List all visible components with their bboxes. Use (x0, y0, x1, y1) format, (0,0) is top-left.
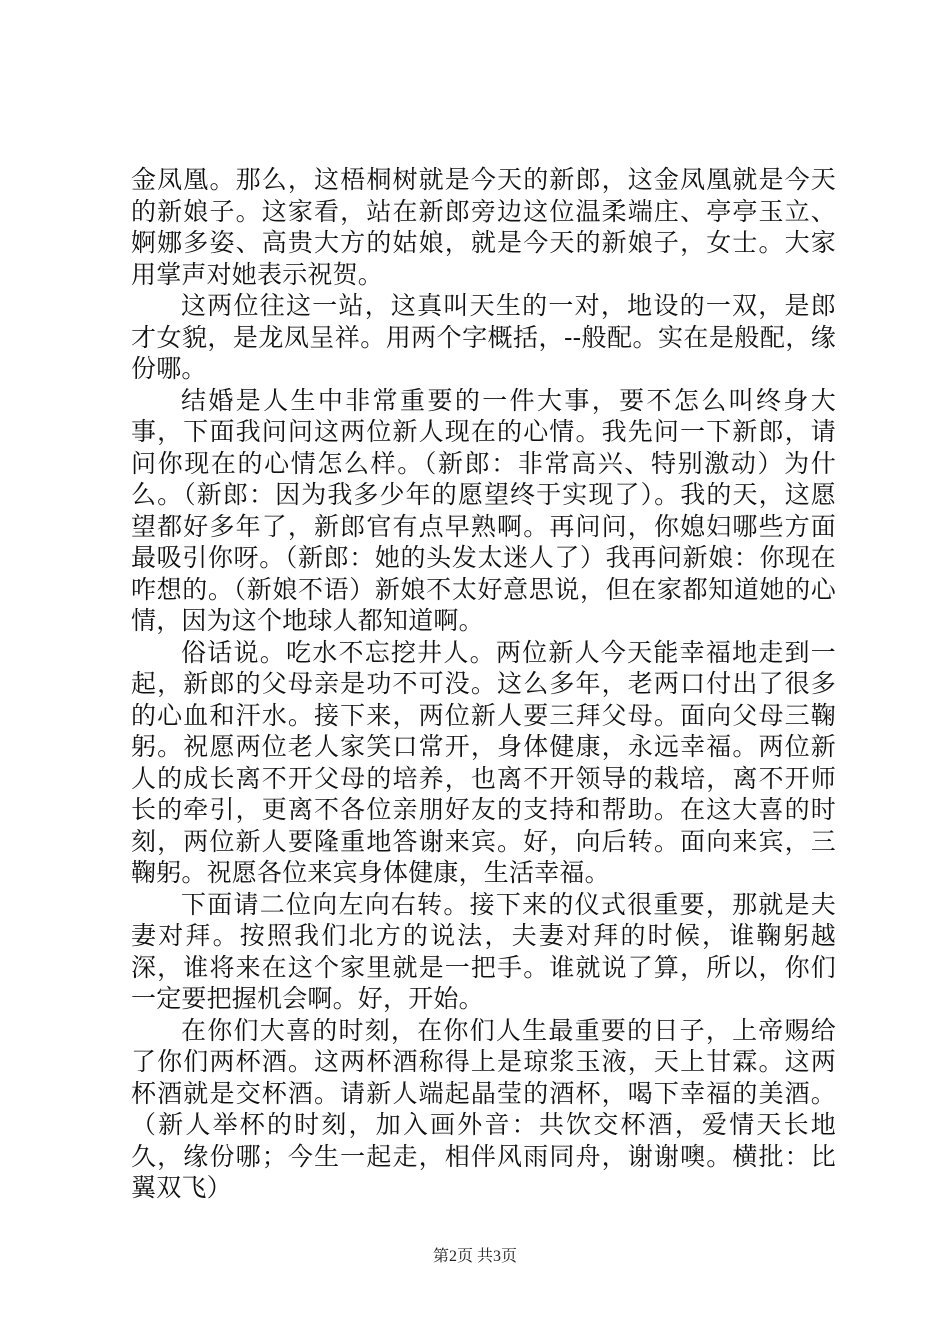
paragraph-2: 这两位往这一站，这真叫天生的一对，地设的一双，是郎才女貌，是龙凤呈祥。用两个字概括，--般配。实在是般配，缘份哪。 (131, 291, 836, 383)
page-footer: 第2页 共3页 (432, 1248, 517, 1265)
paragraph-4: 俗话说。吃水不忘挖井人。两位新人今天能幸福地走到一起，新郎的父母亲是功不可没。这么多年，老两口付出了很多的心血和汗水。接下来，两位新人要三拜父母。面向父母三鞠躬。祝愿两位老人家笑口常开，身体健康，永远幸福。两位新人的成长离不开父母的培养，也离不开领导的栽培，离不开师长的牵引，更离不各位亲朋好友的支持和帮助。在这大喜的时刻，两位新人要隆重地答谢来宾。好，向后转。面向来宾，三鞠躬。祝愿各位来宾身体健康，生活幸福。 (131, 637, 836, 887)
paragraph-1: 金凤凰。那么，这梧桐树就是今天的新郎，这金凤凰就是今天的新娘子。这家看，站在新郎旁边这位温柔端庄、亭亭玉立、婀娜多姿、高贵大方的姑娘，就是今天的新娘子，女士。大家用掌声对她表示祝贺。 (131, 165, 836, 289)
document-body (131, 164, 836, 1204)
paragraph-6: 在你们大喜的时刻，在你们人生最重要的日子，上帝赐给了你们两杯酒。这两杯酒称得上是琼浆玉液，天上甘霖。这两杯酒就是交杯酒。请新人端起晶莹的酒杯，喝下幸福的美酒。（新人举杯的时刻，加入画外音：共饮交杯酒，爱情天长地久，缘份哪；今生一起走，相伴风雨同舟，谢谢噢。横批：比翼双飞） (131, 1015, 836, 1202)
paragraph-3: 结婚是人生中非常重要的一件大事，要不怎么叫终身大事，下面我问问这两位新人现在的心情。我先问一下新郎，请问你现在的心情怎么样。（新郎：非常高兴、特别激动）为什么。（新郎：因为我多少年的愿望终于实现了）。我的天，这愿望都好多年了，新郎官有点早熟啊。再问问，你媳妇哪些方面最吸引你呀。（新郎：她的头发太迷人了）我再问新娘：你现在咋想的。（新娘不语）新娘不太好意思说，但在家都知道她的心情，因为这个地球人都知道啊。 (131, 385, 836, 635)
paragraph-5: 下面请二位向左向右转。接下来的仪式很重要，那就是夫妻对拜。按照我们北方的说法，夫妻对拜的时候，谁鞠躬越深，谁将来在这个家里就是一把手。谁就说了算，所以，你们一定要把握机会啊。好，开始。 (131, 889, 836, 1013)
